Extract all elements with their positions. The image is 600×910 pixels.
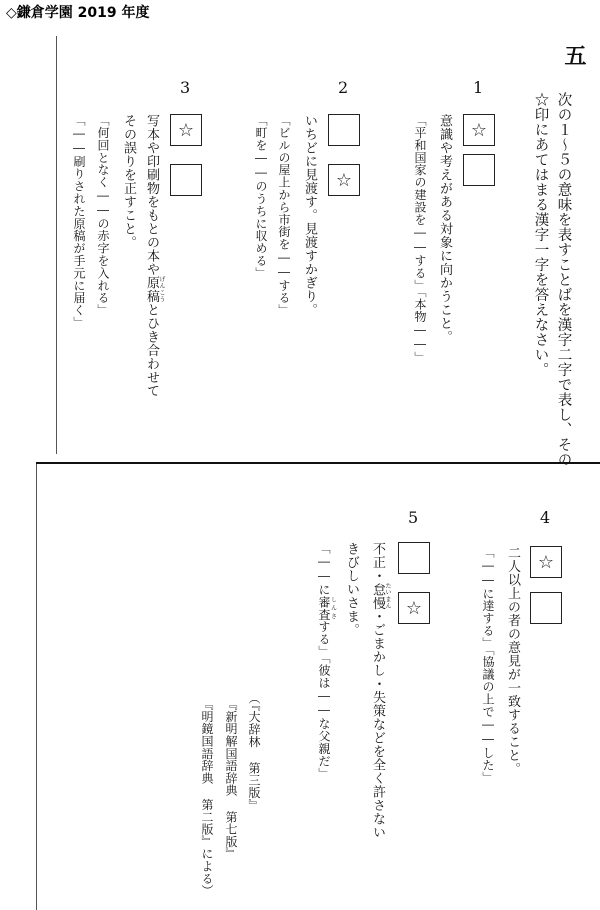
item-2-box-1[interactable]: [328, 114, 360, 146]
taiman-furigana: たいまん: [384, 582, 391, 610]
item-3-box-2[interactable]: [170, 164, 202, 196]
item-3-example-1: 「何回となく――の赤字を入れる」: [96, 114, 110, 317]
item-1-box-2[interactable]: [463, 154, 495, 186]
item-3-number: 3: [180, 78, 191, 97]
item-2-box-2[interactable]: ☆: [328, 164, 360, 196]
item-1-box-1[interactable]: ☆: [463, 114, 495, 146]
item-1-definition: 意識や考えがある対象に向かうこと。: [437, 114, 452, 344]
item-2-example-2: 「町を――のうちに収める」: [254, 114, 268, 280]
source-3: 『明鏡国語辞典 第二版』による）: [200, 698, 214, 897]
item-2-definition: いちどに見渡す。見渡すかぎり。: [302, 114, 317, 317]
item-4-example: 「――に達する」「協議の上で――した」: [481, 546, 495, 784]
item-2-number: 2: [338, 78, 349, 97]
item-5-number: 5: [408, 508, 419, 527]
header-label: ◇鎌倉学園 2019 年度: [6, 5, 150, 21]
source-1: （『大辞林 第三版』: [247, 692, 261, 811]
genkou-furigana: げんこう: [158, 276, 165, 303]
item-5-box-2[interactable]: ☆: [398, 592, 430, 624]
item-1-number: 1: [473, 78, 484, 97]
item-4-box-1[interactable]: ☆: [530, 546, 562, 578]
item-4-definition: 二人以上の者の意見が一致すること。: [505, 546, 520, 776]
source-2: 『新明解国語辞典 第七版』: [224, 698, 238, 860]
item-3-example-2: 「――刷りされた原稿が手元に届く」: [72, 114, 86, 329]
item-3-definition-1: 写本や印刷物をもとの本や原稿 げんこうとひき合わせて: [144, 114, 165, 398]
item-5-definition-2: きびしいさま。: [344, 542, 359, 637]
top-panel-left-border: [56, 36, 57, 454]
item-4-box-2[interactable]: [530, 592, 562, 624]
panel-divider: [36, 462, 600, 464]
bottom-panel-left-border: [36, 464, 37, 910]
item-4-number: 4: [540, 508, 551, 527]
instruction-line-1: 次の１～５の意味を表すことばを漢字二字で表し、その: [555, 92, 572, 467]
item-3-definition-2: その誤りを正すこと。: [121, 114, 136, 249]
item-5-definition-1: 不正・怠慢 たいまん・ごまかし・失策などを全く許さない: [370, 542, 391, 839]
item-2-example-1: 「ビルの屋上から市街を――する」: [277, 114, 291, 317]
item-1-example: 「平和国家の建設を――する」「本物――」: [413, 114, 427, 364]
item-5-box-1[interactable]: [398, 542, 430, 574]
shinsa-furigana: しんさ: [329, 595, 337, 621]
section-number: 五: [561, 44, 586, 66]
item-5-example: 「――に審査しんさする」「彼は――な父親だ」: [317, 542, 337, 780]
instruction-line-2: ☆印にあてはまる漢字一字を答えなさい。: [532, 92, 549, 377]
item-3-box-1[interactable]: ☆: [170, 114, 202, 146]
